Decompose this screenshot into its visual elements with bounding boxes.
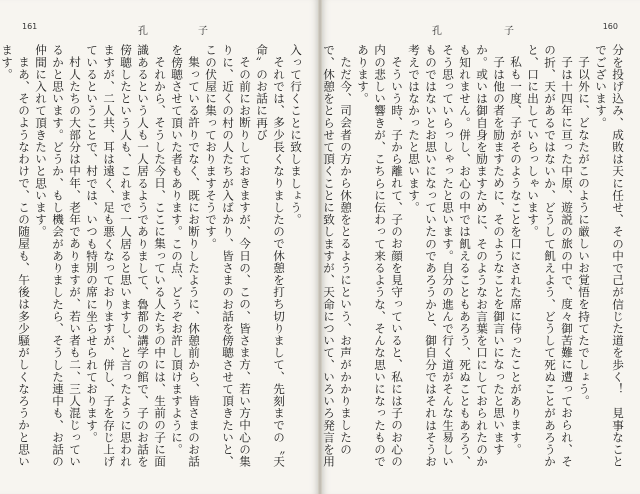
paragraph: 子は他の者を励ますために、そのようなことを御言いになったと思いますか。或いは御自身を励ますために、そのようなお言葉を口にしておられたのかも知れません。併し、お心の中では飢えることもあろう、死ぬこともあろう、そう思っていらっしゃったと思います。自分の進んで行く道がそんな生易しいものではないとお思いになっていたのであろうかと、御自分ではそれはそうお考えではなかったと思います。	[407, 44, 506, 468]
left-page-number: 161	[22, 22, 38, 31]
paragraph: 子は十四年に亘った中原、遊説の旅の中で、度々御苦難に遭っておられ、その折、天があるではないか、どうして飢えよう、どうして死ぬことがあろうかと、口に出していらっしゃいます。	[526, 44, 574, 468]
right-page-number: 160	[602, 22, 618, 31]
paragraph: まあ、そのようなわけで、この随屋も、午後は多少騒がしくなろうかと思います。	[0, 44, 31, 467]
right-running-head-2: 子	[504, 26, 514, 37]
paragraph: 集っている許りでなく、既にお断りしたように、休憩前から、皆さまのお話を傍聴させて頂いた者もあります。この点、どうぞお許し頂けますように。	[170, 44, 201, 467]
left-page	[0, 0, 318, 494]
paragraph: そういう時、子から離れて、子のお顔を見守っていると、私には子のお心の内の悲しい響きが、こちらに伝わって来るような、そんな思いになったものであります。	[356, 44, 404, 468]
paragraph: それでは、多少長くなりましたので休憩を打ち切りまして、先刻までの〝天命〟のお話に再び	[255, 44, 286, 467]
paragraph: 私も一度、子がそのようなことを口にされた席に侍ったことがあります。	[509, 55, 523, 455]
paragraph: 村人たちの大部分は中年、老年でありますが、若い者も二、三人混じっているかと思います。どうか、もし機会がありましたら、そうした連中も、お話の仲間に入れて頂きたいと思います。	[34, 44, 82, 468]
right-page	[322, 0, 640, 494]
left-running-head-1: 孔	[138, 26, 148, 37]
right-page-text	[322, 44, 626, 474]
right-running-head-1: 孔	[432, 26, 442, 37]
paragraph: それから、そうした今日、ここに集っている人たちの中には、生前の子に面識あるという人も一人居るようでありまして、魯都の講学の館で、子のお話を傍聴したという人も、これまで一人居ると思いますし、と言ったように思われますが、二人共、耳は遠く、足も悪くなっておりますが、併し、子を存じ上げているということで、村では、いつも特別の席に坐らせられております。	[85, 44, 167, 468]
left-running-head-2: 子	[198, 26, 208, 37]
paragraph: 分を投げ込み、成敗は天に任せ、その中で己が信じた道を歩く！ 見事なことでございます。	[594, 44, 625, 468]
paragraph: 子以外に、どなたがこのように厳しいお覚悟を持てたでしょう。	[577, 55, 591, 407]
paragraph: その前にお断りしておきますが、今日の、この、皆さま方、若い方中心の集りに、近くの村の人たちが入ばかり、皆さまのお話を傍聴させて頂きたいと、この伏屋に集っておりますそうです。	[204, 44, 252, 468]
paragraph: 入って行くことに致しましょう。	[289, 44, 303, 226]
left-page-text	[0, 44, 304, 474]
paragraph: ただ今、司会者の方から休憩をとるようにという、お声がかかりましたので、休憩をとらせて頂くことに致しますが、天命について、いろいろ発言を用	[322, 44, 353, 468]
